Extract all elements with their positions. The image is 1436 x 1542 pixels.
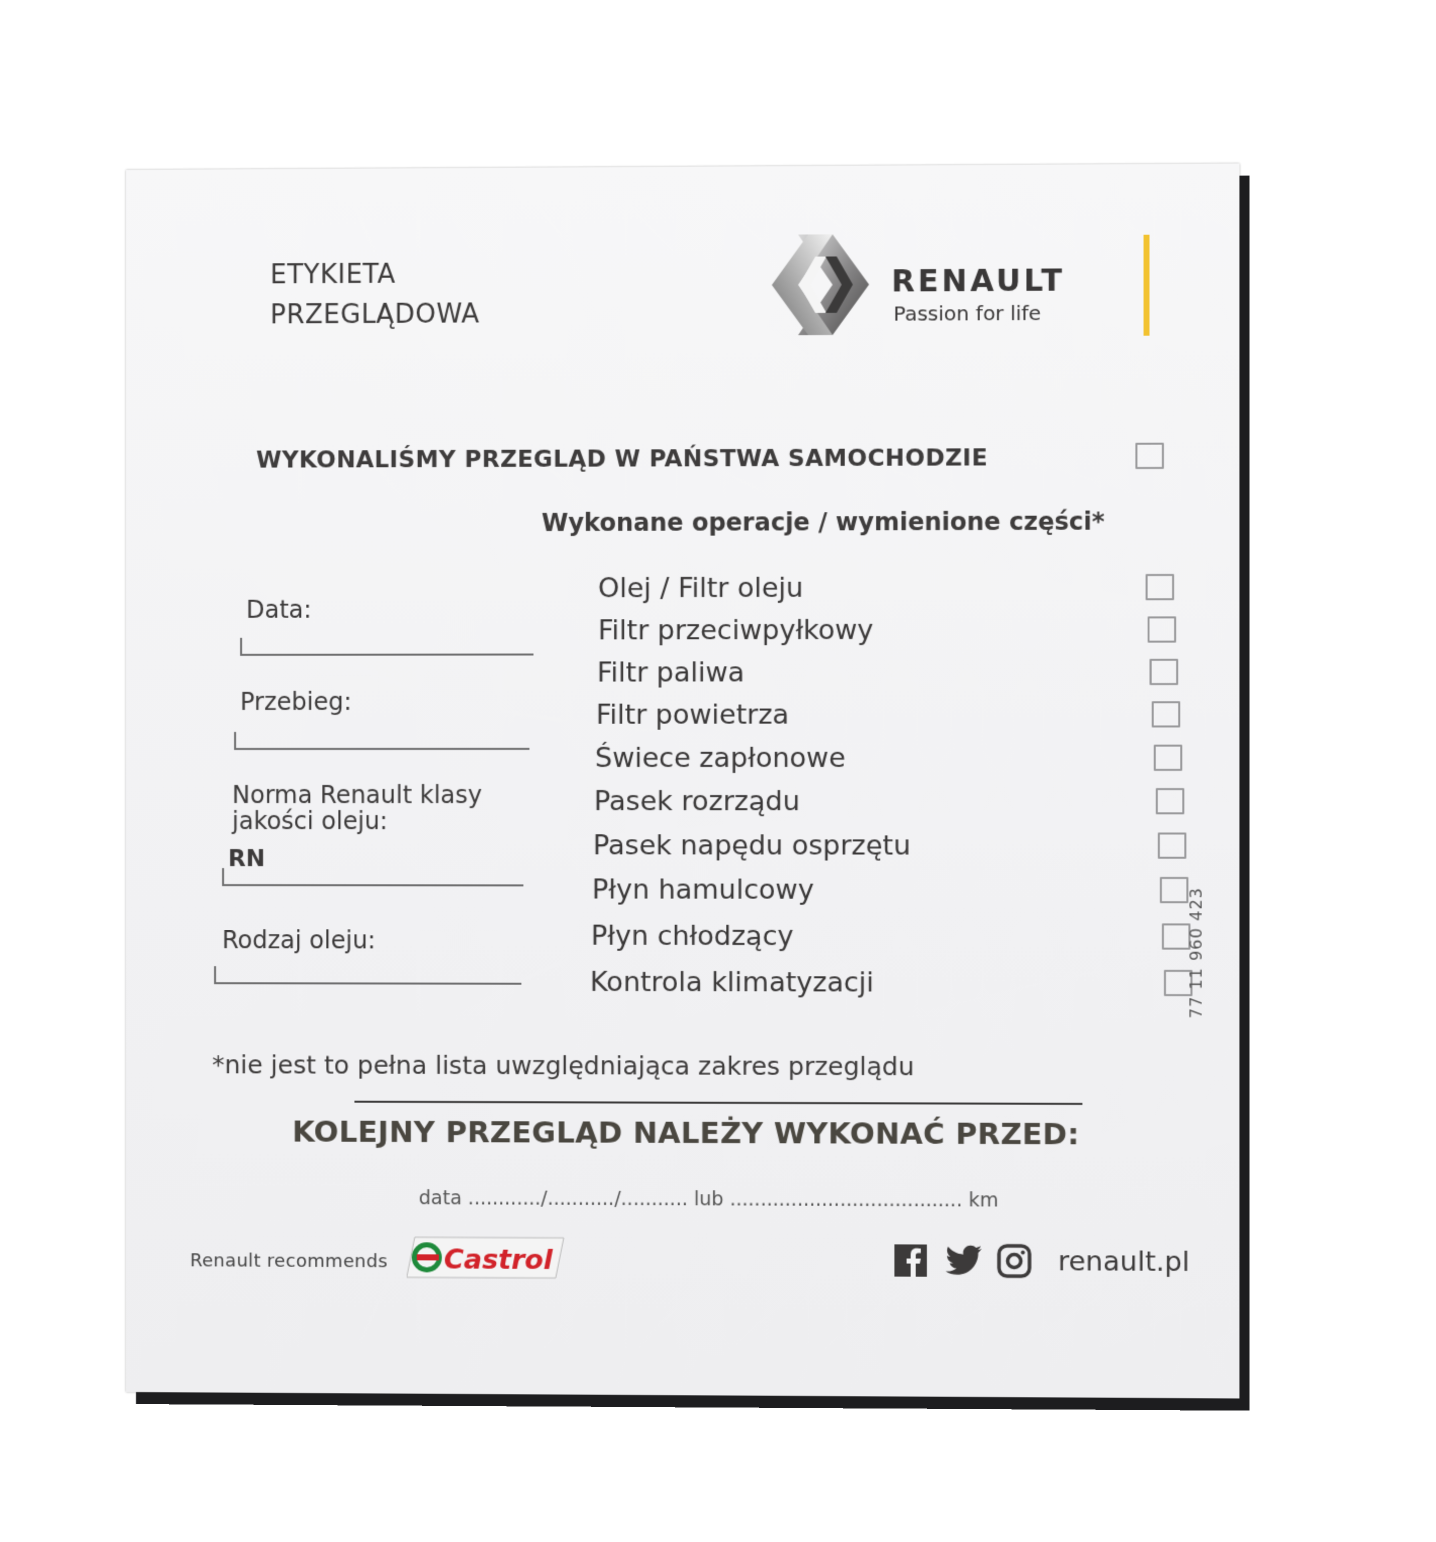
operation-item: Kontrola klimatyzacji <box>589 966 874 999</box>
next-service-heading: KOLEJNY PRZEGLĄD NALEŻY WYKONAĆ PRZED: <box>292 1114 1080 1152</box>
title-line-1: ETYKIETA <box>270 259 396 291</box>
website-link[interactable]: renault.pl <box>1057 1246 1190 1278</box>
operation-item: Olej / Filtr oleju <box>598 572 804 605</box>
inspection-done-checkbox[interactable] <box>1135 443 1164 469</box>
instagram-icon[interactable] <box>997 1244 1032 1278</box>
service-label-card <box>126 164 1239 1399</box>
date-field[interactable] <box>240 637 533 655</box>
operation-item: Filtr przeciwpyłkowy <box>598 614 874 647</box>
operation-checkbox[interactable] <box>1154 745 1183 771</box>
operation-checkbox[interactable] <box>1152 701 1181 727</box>
part-number: 77 11 960 423 <box>1186 886 1206 1019</box>
oil-type-label: Rodzaj oleju: <box>222 926 376 955</box>
castrol-logo <box>407 1235 566 1280</box>
footnote: *nie jest to pełna lista uwzględniająca zakres przeglądu <box>212 1050 915 1082</box>
operation-item: Płyn chłodzący <box>590 920 794 953</box>
operations-heading: Wykonane operacje / wymienione części* <box>541 507 1105 538</box>
recommends-text: Renault recommends <box>190 1250 388 1273</box>
oil-norm-label <box>232 782 482 834</box>
operation-item: Pasek rozrządu <box>593 786 800 818</box>
renault-diamond-logo <box>770 232 871 337</box>
brand-name: RENAULT <box>891 263 1066 300</box>
mileage-label: Przebieg: <box>240 687 352 716</box>
next-service-date-km-field[interactable]: data ............/.........../........... lub ...................................... km <box>418 1187 999 1212</box>
inspection-done-heading: WYKONALIŚMY PRZEGLĄD W PAŃSTWA SAMOCHODZIE <box>256 445 988 474</box>
operation-item: Świece zapłonowe <box>594 742 846 774</box>
operation-checkbox[interactable] <box>1150 659 1179 685</box>
oil-norm-prefix: RN <box>228 846 266 873</box>
brand-tagline: Passion for life <box>893 300 1042 326</box>
oil-norm-label-line-1: Norma Renault klasy <box>232 781 483 810</box>
operation-item: Filtr powietrza <box>595 699 790 731</box>
accent-bar <box>1144 235 1150 336</box>
operation-item: Płyn hamulcowy <box>591 874 814 906</box>
operation-item: Filtr paliwa <box>596 657 745 689</box>
operation-checkbox[interactable] <box>1146 574 1175 600</box>
oil-norm-field[interactable] <box>222 868 523 886</box>
mileage-field[interactable] <box>234 732 529 750</box>
date-label: Data: <box>246 595 312 624</box>
oil-norm-label-line-2: jakości oleju: <box>232 807 388 836</box>
twitter-icon[interactable] <box>944 1244 983 1278</box>
operation-item: Pasek napędu osprzętu <box>592 830 911 862</box>
operation-checkbox[interactable] <box>1156 788 1185 814</box>
operation-checkbox[interactable] <box>1160 877 1189 903</box>
castrol-wordmark: Castrol <box>443 1244 553 1277</box>
operation-checkbox[interactable] <box>1148 616 1177 642</box>
facebook-icon[interactable] <box>893 1243 928 1277</box>
divider <box>354 1101 1082 1105</box>
title-line-2: PRZEGLĄDOWA <box>270 299 480 331</box>
oil-type-field[interactable] <box>214 966 521 985</box>
operation-checkbox[interactable] <box>1158 833 1187 859</box>
label-title <box>270 254 479 335</box>
